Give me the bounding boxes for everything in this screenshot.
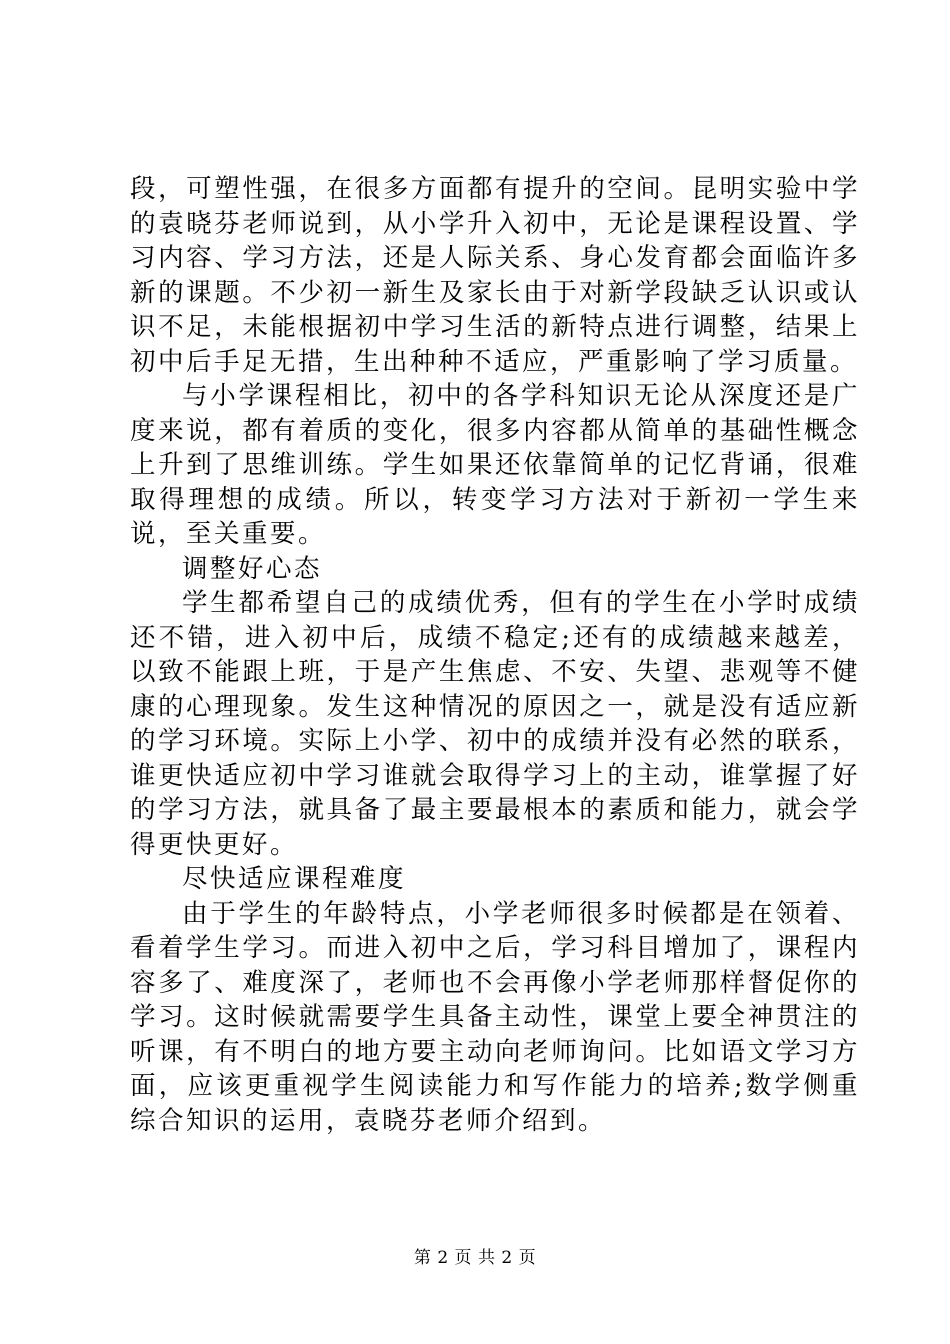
paragraph-difficulty: 由于学生的年龄特点，小学老师很多时候都是在领着、看着学生学习。而进入初中之后，学习科目增加了，课程内容多了、难度深了，老师也不会再像小学老师那样督促你的学习。这时候就需要学生具备主动性，课堂上要全神贯注的听课，有不明白的地方要主动向老师询问。比如语文学习方面，应该更重视学生阅读能力和写作能力的培养;数学侧重综合知识的运用，袁晓芬老师介绍到。 (130, 898, 860, 1136)
section-heading-difficulty: 尽快适应课程难度 (182, 864, 407, 894)
paragraph-mindset: 学生都希望自己的成绩优秀，但有的学生在小学时成绩还不错，进入初中后，成绩不稳定;还有的成绩越来越差，以致不能跟上班，于是产生焦虑、不安、失望、悲观等不健康的心理现象。发生这种情况的原因之一，就是没有适应新的学习环境。实际上小学、初中的成绩并没有必然的联系，谁更快适应初中学习谁就会取得学习上的主动，谁掌握了好的学习方法，就具备了最主要最根本的素质和能力，就会学得更快更好。 (130, 588, 860, 860)
paragraph-curriculum-comparison: 与小学课程相比，初中的各学科知识无论从深度还是广度来说，都有着质的变化，很多内容都从简单的基础性概念上升到了思维训练。学生如果还依靠简单的记忆背诵，很难取得理想的成绩。所以，转变学习方法对于新初一学生来说，至关重要。 (130, 381, 860, 549)
page-footer: 第 2 页 共 2 页 (413, 1248, 537, 1268)
section-heading-mindset: 调整好心态 (182, 553, 323, 584)
document-body (130, 172, 860, 1138)
paragraph-continued: 段，可塑性强，在很多方面都有提升的空间。昆明实验中学的袁晓芬老师说到，从小学升入初中，无论是课程设置、学习内容、学习方法，还是人际关系、身心发育都会面临许多新的课题。不少初一新生及家长由于对新学段缺乏认识或认识不足，未能根据初中学习生活的新特点进行调整，结果上初中后手足无措，生出种种不适应，严重影响了学习质量。 (130, 174, 860, 377)
